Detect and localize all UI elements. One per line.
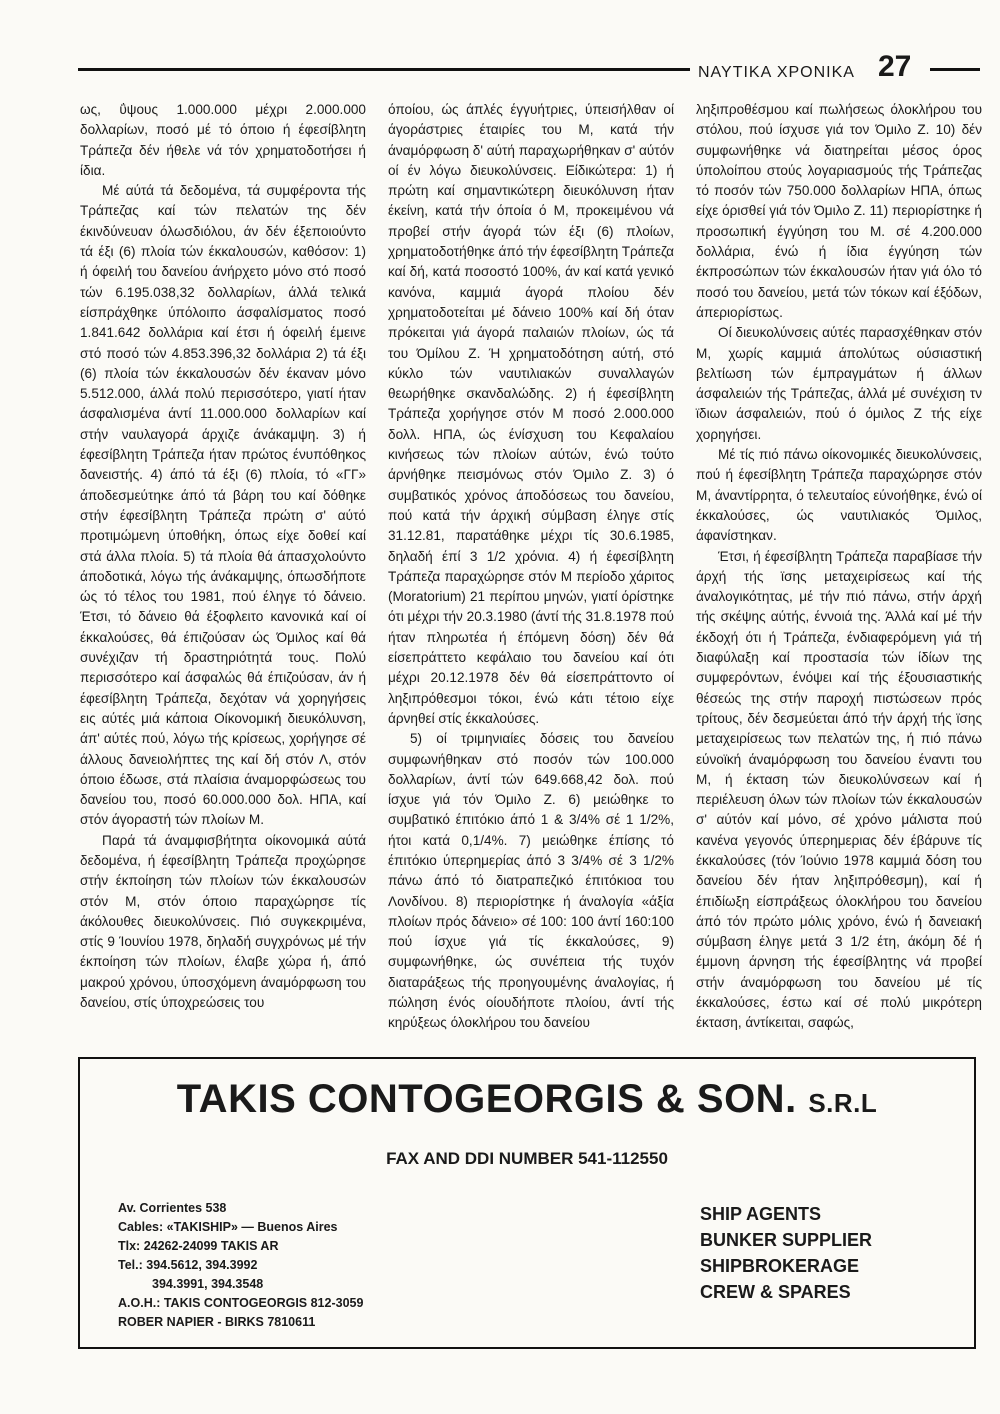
page-number: 27 — [878, 50, 912, 83]
paragraph: Μέ αύτά τά δεδομένα, τά συμφέροντα τής Τράπεζας καί τών πελατών της δέν έκινδύνευαν όλωσδιόλου, άν δέν έξεποιούντο τά έξι (6) πλοία τών έκκαλουσών, καθόσον: 1) ή όφειλή του δανείου άνήρχετο μόνο στό ποσό τών 6.195.038,32 δολλαρίων, άλλά τελικά είσπράχθηκε ύπόλοιπο άσφαλίσματος ποσό 1.841.642 δολλάρια καί έτσι ή όφειλή έμεινε στό ποσό τών 4.853.396,32 δολλάρια 2) τά έξι (6) πλοία τών έκκαλουσών δέν έκαναν μόνο 5.512.000, άλλά πολύ περισσότερο, γιατί ήταν άσφαλισμένα άντί 11.000.000 δολλαρίων καί στήν ναυλαγορά άρχιζε άνάκαμψη. 3) ή έφεσίβλητη Τράπεζα ήταν πρώτος ένυπόθηκος δανειστής. 4) άπό τά έξι (6) πλοία, τό «ΓΓ» άποδεσμεύτηκε άπό τά βάρη του καί δόθηκε στήν έφεσίβλητη Τράπεζα πρώτη σ' αύτό προτιμώμενη ύποθήκη, όπως είχε δοθεί καί στά άλλα πλοία. 5) τά πλοία θά άπασχολούντο άποδοτικά, λόγω τής άνάκαμψης, όπωσδήποτε ώς τό τέλος του 1981, πού έληγε τό δάνειο. Έτσι, τό δάνειο θά έξοφλειτο κανονικά καί οί έκκαλούσες, θά έπιζούσαν ώς Όμιλος καί θά συνέχιζαν τή δραστηριότητά τους. Πολύ περισσότερο καί άσφαλώς θά έπιζούσαν, άν ή έφεσίβλητη Τράπεζα, δεχόταν νά χορηγήσεις εις αύτές μιά κάποια Οίκονομική διευκόλυνση, άπ' αύτές πού, λόγω τής κρίσεως, χορήγησε σέ άλλους δανειολήπτες της καί δή στόν Λ, στόν όποιο έδωσε, στά πλαίσια άναμορφώσεως του δανείου του, ποσό 60.000.000 δολ. ΗΠΑ, καί στόν άγοραστή τών πλοίων Μ. — [80, 183, 366, 828]
service-item: CREW & SPARES — [700, 1282, 851, 1302]
paragraph: Οί διευκολύνσεις αύτές παρασχέθηκαν στόν Μ, χωρίς καμμιά άπολύτως ούσιαστική βελτίωση τών έμπραγμάτων ή άλλων άσφαλειών τής Τράπεζας, άλλά μέ συνέχιση τν ϊδιων άσφαλειών, πού ό όμιλος Ζ τής είχε χορηγήσει. — [696, 325, 982, 442]
article-column-2 — [388, 100, 674, 1034]
paragraph: ως, ΰψους 1.000.000 μέχρι 2.000.000 δολλαρίων, ποσό μέ τό όποιο ή έφεσίβλητη Τράπεζα δέν ήθελε νά τόν χρηματοδοτήσει ή ίδια. — [80, 102, 366, 178]
paragraph: 5) οί τριμηνιαίες δόσεις του δανείου συμφωνήθηκαν στό ποσόν τών 100.000 δολλαρίων, άντί τών 649.668,42 δολ. πού ίσχυε γιά τόν Όμιλο Ζ. 6) μειώθηκε το συμβατικό έπιτόκιο άπό 1 & 3/4% σέ 1 1/2%, ήτοι κατά 0,1/4%. 7) μειώθηκε έπίσης τό έπιτόκιο ύπερημερίας άπό 3 3/4% σέ 3 1/2% πάνω άπό τό διατραπεζικό έπιτόκιοα του Λονδίνου. 8) περιορίστηκε ή άναλογία «άξία πλοίων πρός δάνειο» σέ 100: 100 άντί 160:100 πού ίσχυε γιά τίς έκκαλούσες, 9) συμφωνήθηκε, ώς συνέπεια τής τυχόν διαταράξεως τής προηγουμένης άναλογίας, ή πώληση ένός οίουδήποτε πλοίου, άντί τής κηρύξεως όλοκλήρου του δανείου — [388, 731, 674, 1031]
company-name: TAKIS CONTOGEORGIS & SON. — [176, 1077, 797, 1121]
paragraph: ληξιπροθέσμου καί πωλήσεως όλοκλήρου του στόλου, πού ίσχυσε γιά τον Όμιλο Ζ. 10) δέν συμφωνήθηκε νά διατηρείται μέσος όρος ύπολοίπου στούς λογαριασμούς τής Τράπεζας τό ποσόν τών 750.000 δολλαρίων ΗΠΑ, όπως είχε όρισθεί γιά τόν Όμιλο Ζ. 11) περιορίστηκε ή προσωπική έγγύηση του Μ. σέ 4.200.000 δολλάρια, ένώ ή ίδια έγγύηση τών έκπροσώπων τών έκκαλουσών ήταν γιά όλο τό ποσό του δανείου, μετά τών τόκων καί έξόδων, άπεριορίστως. — [696, 102, 982, 320]
contact-tel-extra: 394.3991, 394.3548 — [152, 1277, 264, 1291]
company-suffix: S.R.L — [808, 1088, 878, 1118]
service-item: SHIP AGENTS — [700, 1204, 822, 1224]
header-rule-left — [78, 68, 690, 71]
paragraph: Έτσι, ή έφεσίβλητη Τράπεζα παραβίασε τήν άρχή τής ϊσης μεταχειρίσεως καί τής άναλογικότητας, μέ τήν πιό πάνω, στήν άρχή τής σκέψης αύτής, έννοιά της. Άλλά καί μέ τήν έκδοχή ότι ή Τράπεζα, ένδιαφερόμενη γιά τή διαφύλαξη καί προστασία τών ίδίων της συμφερόντων, ένόψει καί τής έξουσιαστικής θέσεώς της στήν παροχή πιστώσεων πρός τρίτους, δέν δεσμεύεται άπό τήν άρχή τής ϊσης μεταχειρίσεως των πελατών της, ή πιό πάνω εύνοϊκή άναμόρφωση του δανείου έναντι του Μ, ή έκταση τών διευκολύνσεων καί ή περιέλευση όλων τών πλοίων τών έκκαλουσών σ' αύτόν καί μόνο, σέ χρόνο μάλιστα πού κανένα γεγονός ύπερημεριας δέν έβάρυνε τίς έκκαλούσες (τόν Ίούνιο 1978 καμμιά δόση του δανείου δέν ήταν ληξιπρόθεσμη), καί ή έπιδίωξη είσπράξεως όλοκλήρου του δανείου άπό τόν πρώτο μόλις χρόνο, ένώ ή δανειακή σύμβαση έληγε μετά 3 1/2 έτη, άκόμη δέ ή έμμονη άρνηση τής έφεσίβλητης νά προβεί στήν άναμόρφωση του δανείου μέ τίς έκκαλούσες, έστω καί σέ πολύ μικρότερη έκταση, άντίκειται, σαφώς, — [696, 548, 982, 1031]
ad-services-list — [700, 1201, 872, 1305]
contact-tel: Tel.: 394.5612, 394.3992 — [118, 1258, 258, 1272]
ad-fax-line: FAX AND DDI NUMBER 541-112550 — [386, 1149, 668, 1168]
ad-contact-block — [118, 1199, 363, 1332]
ad-company-name — [80, 1077, 974, 1122]
article-column-1 — [80, 100, 366, 1013]
paragraph: Μέ τίς πιό πάνω οίκονομικές διευκολύνσεις, πού ή έφεσίβλητη Τράπεζα παραχώρησε στόν Μ, άναντίρρητα, ό τελευταίος εύνοήθηκε, ένώ οί έκκαλούσες, ώς ναυτιλιακός Όμιλος, άφανίστηκαν. — [696, 447, 982, 544]
article-column-3 — [696, 100, 982, 1034]
header-rule-right — [930, 68, 980, 71]
paragraph: Παρά τά άναμφισβήτητα οίκονομικά αύτά δεδομένα, ή έφεσίβλητη Τράπεζα προχώρησε στήν έκποίηση τών πλοίων τών έκκαλουσών στόν Μ, στόν όποιο παραχώρησε τίς άκόλουθες διευκολύνσεις. Πιό συγκεκριμένα, στίς 9 Ίουνίου 1978, δηλαδή συγχρόνως μέ τήν έκποίηση τών πλοίων, έλαβε χώρα ή, άπό μακρού χρόνου, ύποσχόμενη άναμόρφωση του δανείου, στίς ύποχρεώσεις του — [80, 832, 366, 1011]
publication-title: ΝΑΥΤΙΚΑ ΧΡΟΝΙΚΑ — [698, 64, 855, 81]
contact-cables: Cables: «TAKISHIP» — Buenos Aires — [118, 1220, 338, 1234]
service-item: SHIPBROKERAGE — [700, 1256, 860, 1276]
contact-aoh: A.O.H.: TAKIS CONTOGEORGIS 812-3059 — [118, 1296, 364, 1310]
contact-rober: ROBER NAPIER - BIRKS 7810611 — [118, 1315, 316, 1329]
paragraph: όποίου, ώς άπλές έγγυήτριες, ύπεισήλθαν οί άγοράστριες έταιρίες του Μ, κατά τήν άναμόρφωση δ' αύτή παραχωρήθηκαν σ' αύτόν οί έν λόγω διευκολύνσεις. Είδικώτερα: 1) ή πρώτη καί σημαντικώτερη διευκόλυνση ήταν έκείνη, κατά τήν όποία ό Μ, προκειμένου νά προβεί στήν άγορά τών έξι (6) πλοίων, χρηματοδοτήθηκε άπό τήν έφεσίβλητη Τράπεζα καί δή, κατά ποσοστό 100%, άν καί κατά γενικό κανόνα, καμμιά άγορά πλοίου δέν χρηματοδοτείται μέ δάνειο 100% καί δή όταν πρόκειται γιά άγορά παλαιών πλοίων, ώς τά του Όμίλου Ζ. Ή χρηματοδότηση αύτή, στό κύκλο τών ναυτιλιακών συναλλαγών θεωρήθηκε σκανδαλώδης. 2) ή έφεσίβλητη Τράπεζα χορήγησε στόν Μ ποσό 2.000.000 δολλ. ΗΠΑ, ώς ένίσχυση του Κεφαλαίου κινήσεως τών πλοίων αύτών, ένώ τούτο άρνήθηκε πεισμόνως στόν Όμιλο Ζ. 3) ό συμβατικός χρόνος άποδόσεως του δανείου, πού κατά τήν άρχική σύμβαση έληγε στίς 31.12.81, παρατάθηκε μέχρι τίς 30.6.1985, δηλαδή έπί 3 1/2 χρόνια. 4) ή έφεσίβλητη Τράπεζα παραχώρησε στόν Μ περίοδο χάριτος (Moratorium) 21 περίπου μηνών, γιατί όρίστηκε ότι μέχρι τήν 20.3.1980 (άντί τής 31.8.1978 πού ήταν πληρωτέα ή έπόμενη δόση) δέν θά είσεπράττετο κεφάλαιο του δανείου καί ότι μέχρι 20.12.1978 δέν θά είσεπράττοντο οί ληξιπρόθεσμοι τόκοι, ένώ κάτι τέτοιο είχε άρνηθεί στίς έκκαλούσες. — [388, 102, 675, 726]
service-item: BUNKER SUPPLIER — [700, 1230, 873, 1250]
contact-address: Av. Corrientes 538 — [118, 1201, 227, 1215]
contact-telex: Tlx: 24262-24099 TAKIS AR — [118, 1239, 279, 1253]
advertisement — [78, 1057, 976, 1349]
